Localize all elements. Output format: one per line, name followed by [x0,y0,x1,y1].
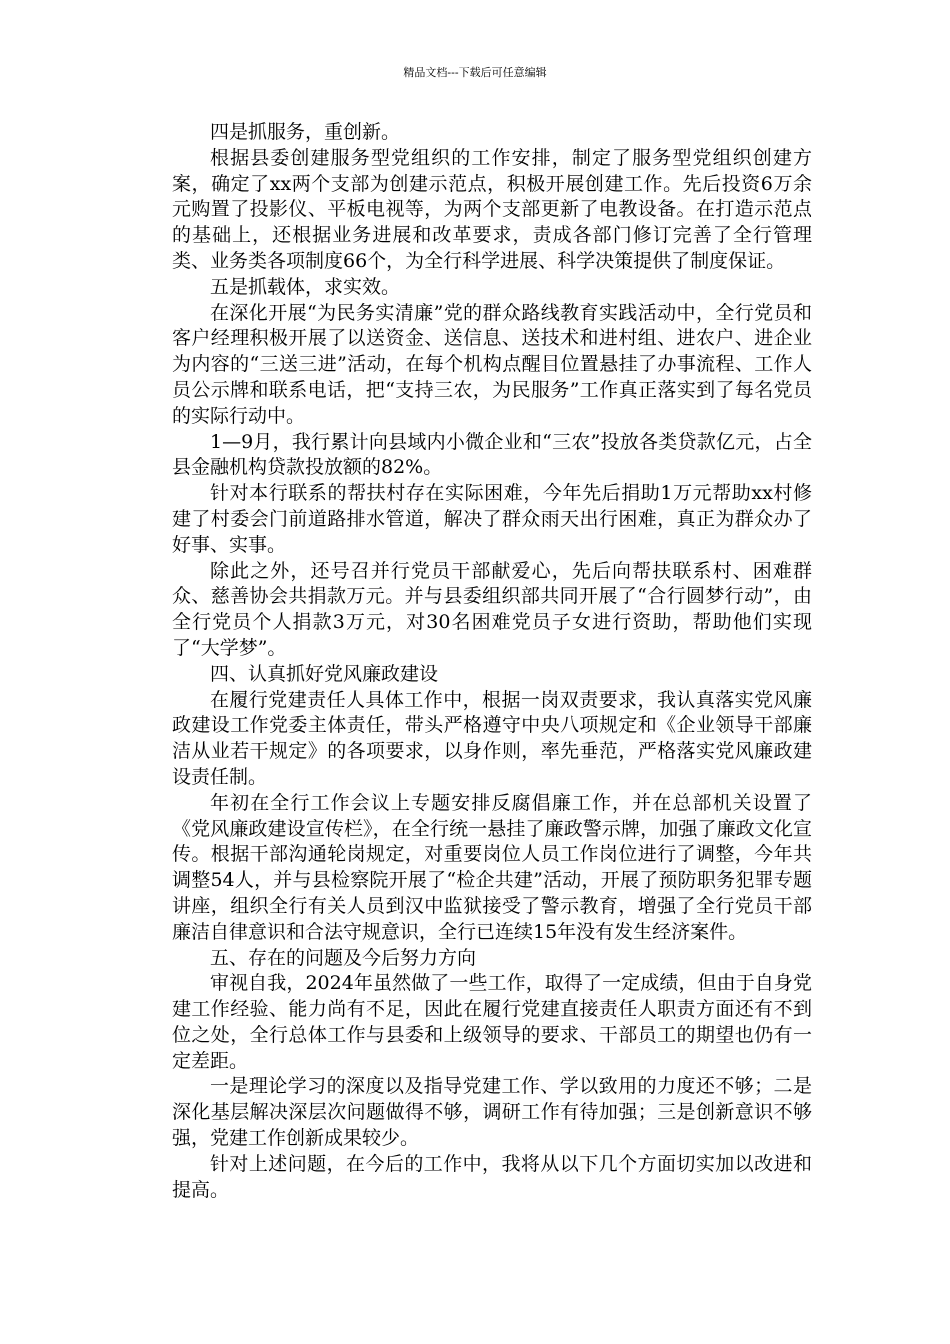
paragraph: 除此之外，还号召并行党员干部献爱心，先后向帮扶联系村、困难群众、慈善协会共捐款万元。并与县委组织部共同开展了“合行圆梦行动”，由全行党员个人捐款3万元，对30名困难党员子女进行资助，帮助他们实现了“大学梦”。 [172,559,812,659]
paragraph: 1—9月，我行累计向县域内小微企业和“三农”投放各类贷款亿元，占全县金融机构贷款投放额的82%。 [172,430,812,479]
document-body [172,120,812,1203]
paragraph: 针对本行联系的帮扶村存在实际困难，今年先后捐助1万元帮助xx村修建了村委会门前道路排水管道，解决了群众雨天出行困难，真正为群众办了好事、实事。 [172,482,812,556]
paragraph: 在履行党建责任人具体工作中，根据一岗双责要求，我认真落实党风廉政建设工作党委主体责任，带头严格遵守中央八项规定和《企业领导干部廉洁从业若干规定》的各项要求，以身作则，率先垂范，严格落实党风廉政建设责任制。 [172,688,812,788]
paragraph: 一是理论学习的深度以及指导党建工作、学以致用的力度还不够；二是深化基层解决深层次问题做得不够，调研工作有待加强；三是创新意识不够强，党建工作创新成果较少。 [172,1075,812,1150]
paragraph: 年初在全行工作会议上专题安排反腐倡廉工作，并在总部机关设置了《党风廉政建设宣传栏》，在全行统一悬挂了廉政警示牌，加强了廉政文化宣传。根据干部沟通轮岗规定，对重要岗位人员工作岗位进行了调整，今年共调整54人，并与县检察院开展了“检企共建”活动，开展了预防职务犯罪专题讲座，组织全行有关人员到汉中监狱接受了警示教育，增强了全行党员干部廉洁自律意识和合法守规意识，全行已连续15年没有发生经济案件。 [172,791,812,943]
section-heading: 四、认真抓好党风廉政建设 [210,662,439,685]
paragraph: 审视自我，2024年虽然做了一些工作，取得了一定成绩，但由于自身党建工作经验、能力尚有不足，因此在履行党建直接责任人职责方面还有不到位之处，全行总体工作与县委和上级领导的要求、干部员工的期望也仍有一定差距。 [172,972,812,1072]
paragraph: 针对上述问题，在今后的工作中，我将从以下几个方面切实加以改进和提高。 [172,1152,812,1201]
paragraph: 根据县委创建服务型党组织的工作安排，制定了服务型党组织创建方案，确定了xx两个支部为创建示范点，积极开展创建工作。先后投资6万余元购置了投影仪、平板电视等，为两个支部更新了电教设备。在打造示范点的基础上，还根据业务进展和改革要求，责成各部门修订完善了全行管理类、业务类各项制度66个，为全行科学进展、科学决策提供了制度保证。 [172,146,812,272]
paragraph: 四是抓服务，重创新。 [210,121,401,143]
page-header: 精品文档---下载后可任意编辑 [403,66,547,79]
section-heading: 五、存在的问题及今后努力方向 [210,946,477,969]
paragraph: 五是抓载体，求实效。 [210,275,401,298]
paragraph: 在深化开展“为民务实清廉”党的群众路线教育实践活动中，全行党员和客户经理积极开展了以送资金、送信息、送技术和进村组、进农户、进企业为内容的“三送三进”活动，在每个机构点醒目位置悬挂了办事流程、工作人员公示牌和联系电话，把“支持三农，为民服务”工作真正落实到了每名党员的实际行动中。 [172,301,812,427]
